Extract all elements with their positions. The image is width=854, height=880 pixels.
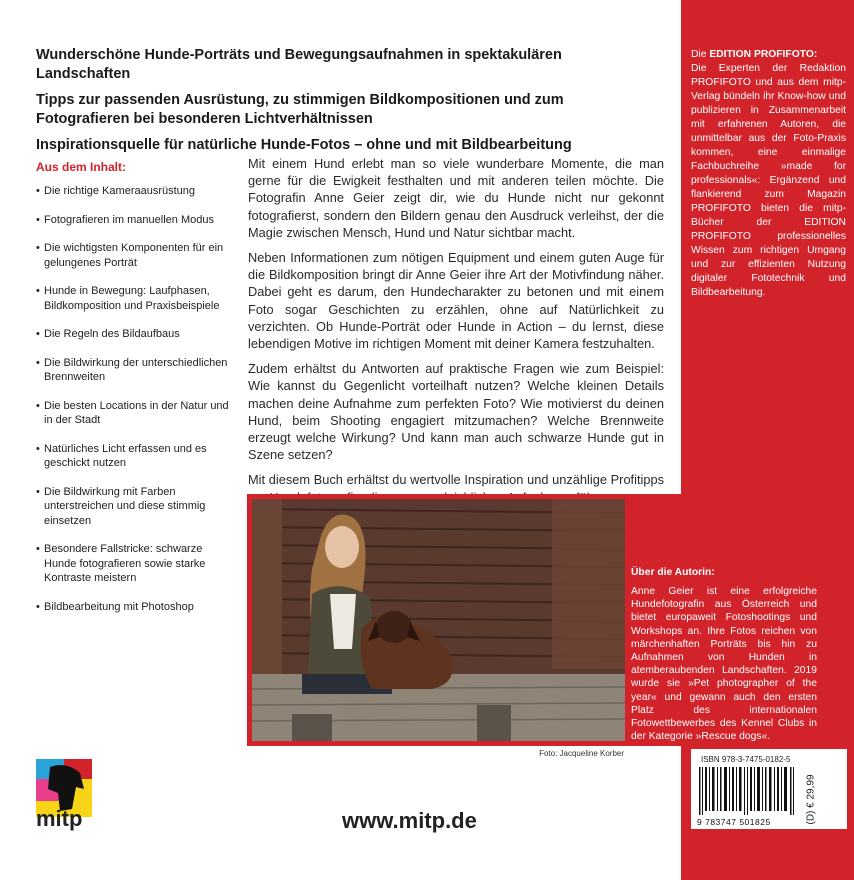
body-paragraph: Neben Informationen zum nötigen Equipment und einem guten Auge für die Bildkomposition bringt dir Anne Geier ihre Art der Motivfindung näher. Dabei geht es darum, den Hundecharakter zu betonen und mit einem Foto sogar Geschichten zu erzählen, ohne auf Natürlichkeit zu verzichten. Ob Hunde-Porträt oder Hunde in Action – du lernst, diese lebendigen Motive im richtigen Moment mit deiner Kamera festzuhalten.	[248, 250, 664, 352]
contents-item: • Die Regeln des Bildaufbaus	[36, 327, 231, 342]
edition-intro: Die	[691, 49, 707, 60]
headline-3: Inspirationsquelle für natürliche Hunde-Fotos – ohne und mit Bildbearbeitung	[36, 137, 572, 153]
contents-item: • Natürliches Licht erfassen und es geschickt nutzen	[36, 442, 231, 471]
author-bio: Anne Geier ist eine erfolgreiche Hundefotografin aus Österreich und bietet europaweit Fotoshootings und Workshops an. Ihre Fotos reichen von märchenhaften Porträts bis hin zu Aufnahmen von Hunden in atemberaubenden Landschaften. 2019 wurde sie »Pet photographer of the year« und gewann auch den ersten Platz des internationalen Fotowettbewerbes des Kennel Clubs in der Kategorie »Rescue dogs«.	[631, 586, 817, 743]
contents-item: • Die richtige Kameraausrüstung	[36, 184, 231, 199]
body-paragraph: Mit diesem Buch erhältst du wertvolle Inspiration und unzählige Profitipps	[248, 472, 664, 488]
contents-item: • Die besten Locations in der Natur und in der Stadt	[36, 399, 231, 428]
body-paragraph: Mit einem Hund erlebt man so viele wunderbare Momente, die man gerne für die Ewigkeit festhalten und mit anderen teilen möchte. Die Fotografin Anne Geier zeigt dir, wie du Hunde nicht nur gekonnt fotografierst, sondern den Bildern genau den Ausdruck verleihst, der die Magie zwischen Mensch, Hund und Natur sichtbar macht.	[248, 156, 664, 240]
price-text: (D) € 29,99	[805, 774, 817, 825]
photo-credit: Foto: Jacqueline Korber	[539, 749, 624, 758]
headline-1: Wunderschöne Hunde-Porträts und Bewegungsaufnahmen in spektakulären Landschaften	[36, 47, 562, 82]
edition-description: Die Experten der Redaktion PROFIFOTO und aus dem mitp-Verlag bündeln ihr Know-how und publizieren in Zusammenarbeit mit erfahrenen Autoren, die unmittelbar aus der Foto-Praxis kommen, eine einmalige Fachbuchreihe »made for professionals«: Ergänzend und flankierend zum Magazin PROFIFOTO bieten die mitp-Bücher der EDITION PROFIFOTO professionelles Wissen zum richtigen Umgang und zur effizienten Nutzung digitaler Fototechnik und Bildbearbeitung.	[691, 63, 846, 298]
contents-item: • Besondere Fallstricke: schwarze Hunde fotografieren sowie starke Kontraste meistern	[36, 542, 231, 586]
website-url[interactable]: www.mitp.de	[342, 808, 477, 833]
contents-item: • Die Bildwirkung mit Farben unterstreichen und diese stimmig einsetzen	[36, 485, 231, 529]
publisher-logo-text: mitp	[36, 806, 83, 831]
edition-name: EDITION PROFIFOTO:	[709, 49, 818, 60]
contents-list	[36, 184, 231, 628]
contents-title: Aus dem Inhalt:	[36, 160, 127, 174]
barcode-digits: 9 783747 501825	[697, 817, 771, 827]
contents-item: • Die Bildwirkung der unterschiedlichen Brennweiten	[36, 356, 231, 385]
body-text	[248, 155, 664, 514]
headline-2: Tipps zur passenden Ausrüstung, zu stimmigen Bildkompositionen und zum Fotografieren bei besonderen Lichtverhältnissen	[36, 92, 564, 127]
price-label	[801, 774, 827, 824]
isbn-label: ISBN 978-3-7475-0182-5	[701, 755, 791, 764]
author-photo	[252, 499, 625, 741]
edition-text	[691, 48, 846, 300]
body-paragraph: Zudem erhältst du Antworten auf praktische Fragen wie zum Beispiel: Wie kannst du Gegenlicht vorteilhaft nutzen? Welche kleinen Details machen deine Aufnahme zum perfekten Foto? Wie motivierst du deinen Hund, beim Shooting engagiert mitzumachen? Welche Brennweite erzeugt welche Wirkung? Und kann man auch schwarze Hunde gut in Szene setzen?	[248, 361, 664, 463]
barcode-icon	[699, 767, 799, 815]
contents-item: • Fotografieren im manuellen Modus	[36, 213, 231, 228]
contents-item: • Hunde in Bewegung: Laufphasen, Bildkomposition und Praxisbeispiele	[36, 284, 231, 313]
photo-illustration	[252, 499, 625, 741]
contents-item: • Die wichtigsten Komponenten für ein gelungenes Porträt	[36, 241, 231, 270]
author-title: Über die Autorin:	[631, 567, 715, 578]
barcode-box	[691, 749, 847, 829]
headlines	[36, 46, 656, 162]
contents-item: • Bildbearbeitung mit Photoshop	[36, 600, 231, 615]
